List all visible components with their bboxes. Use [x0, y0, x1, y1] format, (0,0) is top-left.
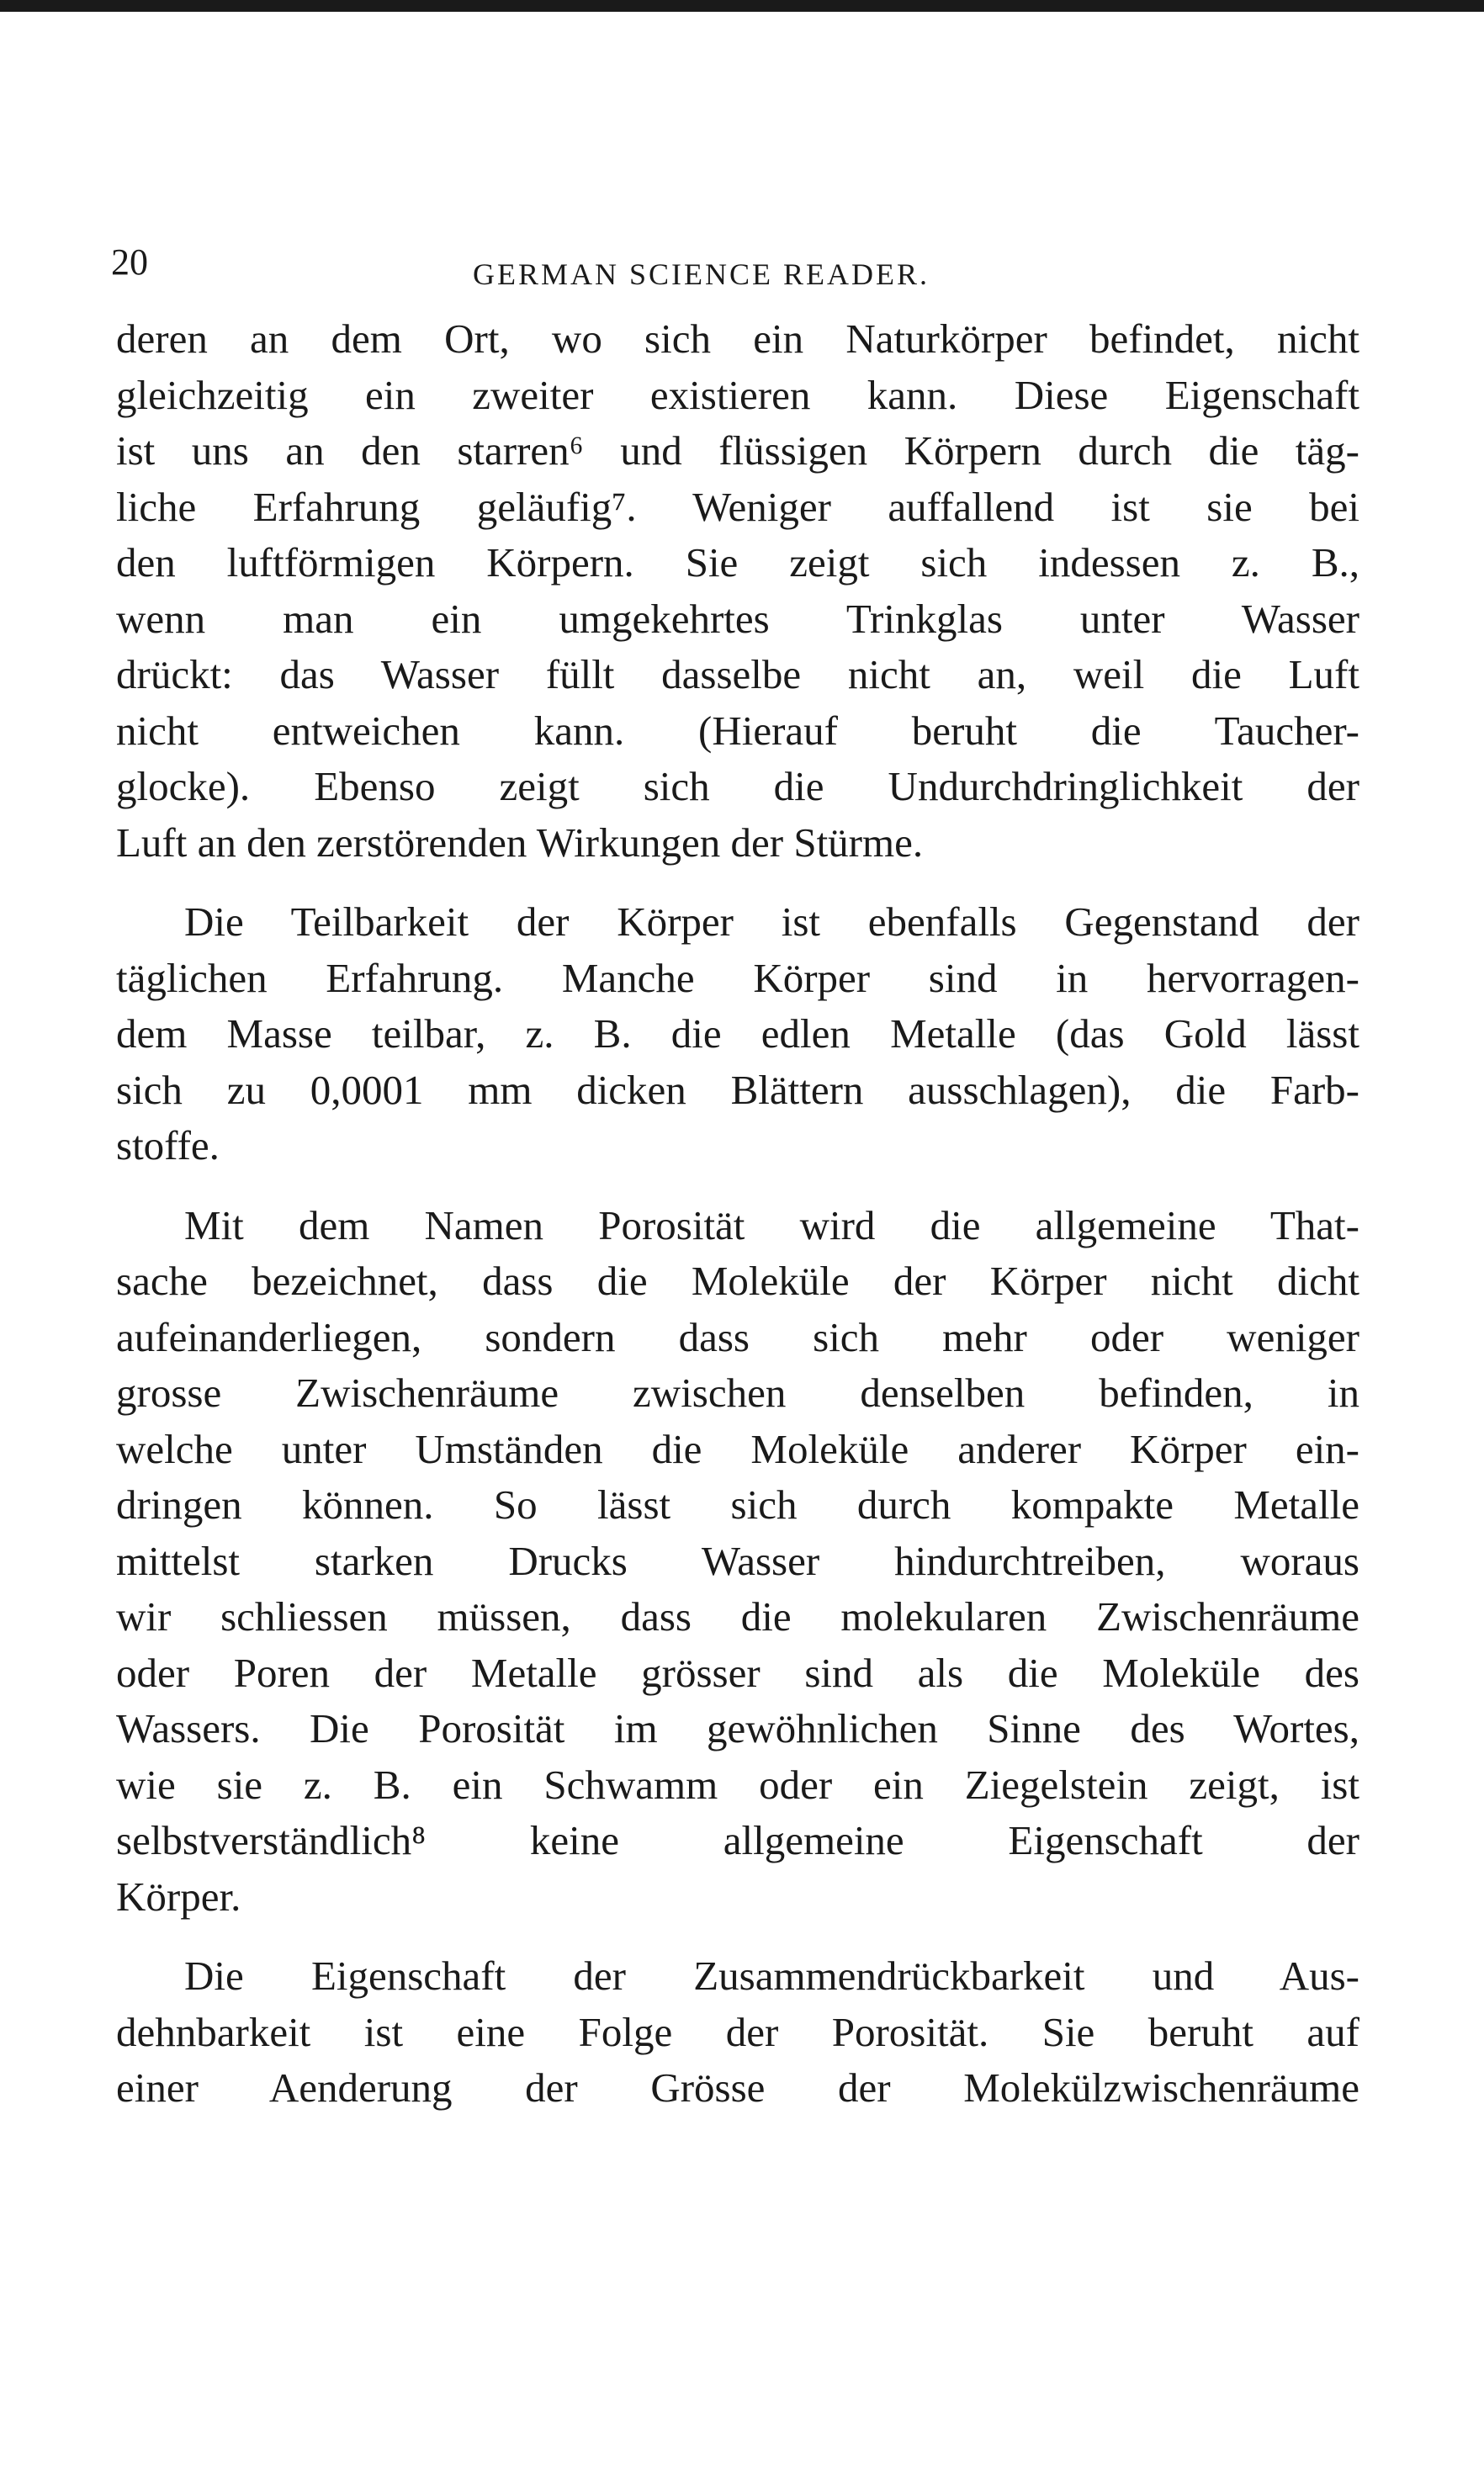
text-line: welche unter Umständen die Moleküle anderer Körper ein- — [116, 1425, 1359, 1472]
book-page — [111, 241, 1359, 2117]
text-line: täglichen Erfahrung. Manche Körper sind in hervorragen- — [116, 954, 1359, 1001]
text-line: wenn man ein umgekehrtes Trinkglas unter Wasser — [116, 595, 1359, 642]
text-line: deren an dem Ort, wo sich ein Naturkörper befindet, nicht — [116, 315, 1359, 362]
text-line: wie sie z. B. ein Schwamm oder ein Ziegelstein zeigt, ist — [116, 1761, 1359, 1808]
text-line: den luftförmigen Körpern. Sie zeigt sich indessen z. B., — [116, 539, 1359, 586]
text-line: wir schliessen müssen, dass die molekularen Zwischenräume — [116, 1593, 1359, 1640]
top-border — [0, 0, 1484, 12]
text-line: Die Eigenschaft der Zusammendrückbarkeit und Aus- — [184, 1953, 1359, 1999]
text-line: sache bezeichnet, dass die Moleküle der Körper nicht dicht — [116, 1258, 1359, 1304]
text-line: ist uns an den starren⁶ und flüssigen Körpern durch die täg- — [116, 427, 1359, 474]
text-line: drückt: das Wasser füllt dasselbe nicht an, weil die Luft — [116, 651, 1359, 697]
text-line: dehnbarkeit ist eine Folge der Porosität. Sie beruht auf — [116, 2008, 1359, 2055]
text-line: Mit dem Namen Porosität wird die allgemeine That- — [184, 1201, 1359, 1248]
text-line: aufeinanderliegen, sondern dass sich mehr oder weniger — [116, 1313, 1359, 1360]
page-number: 20 — [111, 241, 148, 283]
text-line: nicht entweichen kann. (Hierauf beruht die Taucher- — [116, 707, 1359, 754]
text-line: stoffe. — [116, 1122, 220, 1168]
text-line: Wassers. Die Porosität im gewöhnlichen Sinne des Wortes, — [116, 1705, 1359, 1751]
text-line: mittelst starken Drucks Wasser hindurchtreiben, woraus — [116, 1537, 1359, 1584]
text-line: liche Erfahrung geläufig⁷. Weniger auffallend ist sie bei — [116, 483, 1359, 530]
paragraph-1 — [116, 311, 1359, 871]
paragraph-2 — [116, 894, 1359, 1174]
running-head: GERMAN SCIENCE READER. — [473, 257, 930, 291]
text-line: sich zu 0,0001 mm dicken Blättern ausschlagen), die Farb- — [116, 1066, 1359, 1113]
text-line: Die Teilbarkeit der Körper ist ebenfalls Gegenstand der — [184, 898, 1359, 945]
text-line: selbstverständlich⁸ keine allgemeine Eigenschaft der — [116, 1817, 1359, 1863]
page-header — [111, 241, 1359, 303]
text-line: Luft an den zerstörenden Wirkungen der Stürme. — [116, 819, 924, 866]
text-line: Körper. — [116, 1873, 241, 1920]
text-line: dringen können. So lässt sich durch kompakte Metalle — [116, 1481, 1359, 1528]
text-line: oder Poren der Metalle grösser sind als die Moleküle des — [116, 1649, 1359, 1696]
text-line: gleichzeitig ein zweiter existieren kann. Diese Eigenschaft — [116, 371, 1359, 418]
paragraph-4 — [116, 1948, 1359, 2117]
text-line: dem Masse teilbar, z. B. die edlen Metalle (das Gold lässt — [116, 1010, 1359, 1057]
text-line: einer Aenderung der Grösse der Molekülzwischenräume — [116, 2064, 1359, 2111]
text-line: glocke). Ebenso zeigt sich die Undurchdringlichkeit der — [116, 763, 1359, 809]
paragraph-3 — [116, 1198, 1359, 1926]
text-line: grosse Zwischenräume zwischen denselben befinden, in — [116, 1370, 1359, 1416]
